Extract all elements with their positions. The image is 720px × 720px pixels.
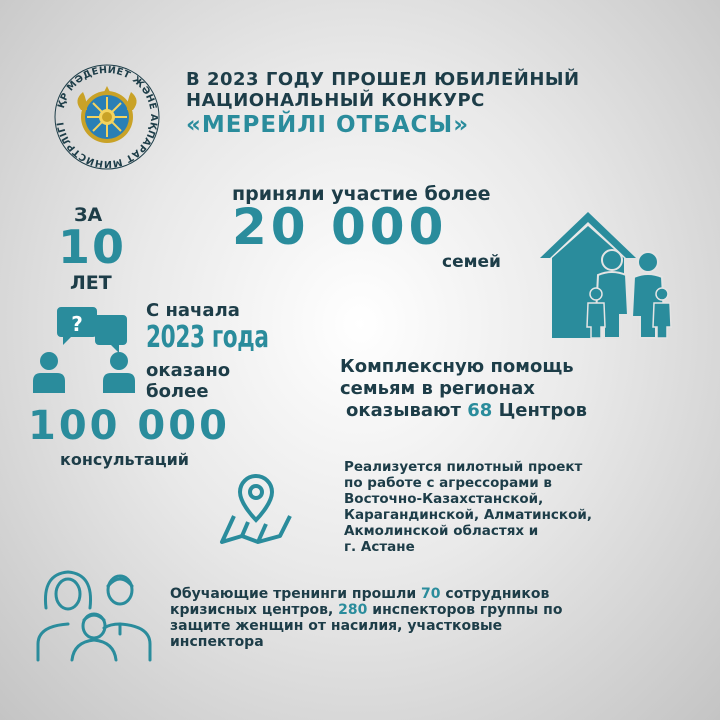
consultations-line-3: оказано <box>146 360 231 381</box>
trainings-l2-suffix: инспекторов группы по <box>372 602 563 618</box>
decade-number: 10 <box>58 220 127 274</box>
participation-number: 20 000 <box>232 198 448 256</box>
consultations-line-1: С начала <box>146 300 240 321</box>
consultations-unit: консультаций <box>60 450 190 469</box>
pilot-text <box>344 459 592 555</box>
ministry-emblem <box>52 62 162 172</box>
header-line-2: НАЦИОНАЛЬНЫЙ КОНКУРС <box>186 90 485 111</box>
centers-line-1: Комплексную помощь <box>340 356 574 377</box>
trainings-line-4: инспектора <box>170 634 264 650</box>
pilot-line-2: по работе с агрессорами в <box>344 475 552 491</box>
decade-let: ЛЕТ <box>70 272 112 294</box>
trainings-l1-suffix: сотрудников <box>445 586 550 602</box>
header-title <box>186 69 580 139</box>
trainings-l2-prefix: кризисных центров, <box>170 602 334 618</box>
centers-count: 68 <box>467 400 493 421</box>
emblem-ring-text: ҚР МӘДЕНИЕТ ЖӘНЕ АҚПАРАТ МИНИСТРЛІГІ <box>55 64 160 170</box>
participation-unit: семей <box>442 252 501 272</box>
trainings-l1-num: 70 <box>421 586 441 602</box>
trainings-line-1 <box>170 586 562 602</box>
consultation-people-icon <box>33 305 138 395</box>
header-line-1: В 2023 ГОДУ ПРОШЕЛ ЮБИЛЕЙНЫЙ <box>186 69 580 90</box>
centers-line-3 <box>340 400 587 422</box>
pilot-line-5: Акмолинской областях и <box>344 523 539 539</box>
consultations-year: 2023 года <box>146 320 269 355</box>
family-outline-icon <box>34 568 154 663</box>
participation-label: приняли участие более <box>232 183 491 205</box>
state-emblem-icon <box>52 62 162 172</box>
pilot-line-3: Восточно-Казахстанской, <box>344 491 544 507</box>
svg-text:?: ? <box>71 312 83 336</box>
decade-za: ЗА <box>74 204 103 226</box>
pilot-line-4: Карагандинской, Алматинской, <box>344 507 592 523</box>
header-line-3: «МЕРЕЙЛІ ОТБАСЫ» <box>186 112 470 138</box>
house-family-icon <box>538 210 678 340</box>
centers-prefix: оказывают <box>346 400 461 421</box>
centers-suffix: Центров <box>498 400 587 421</box>
consultations-number: 100 000 <box>28 403 230 449</box>
pilot-line-1: Реализуется пилотный проект <box>344 459 583 475</box>
trainings-line-2 <box>170 602 562 618</box>
trainings-l2-num: 280 <box>338 602 368 618</box>
centers-text <box>340 356 587 422</box>
trainings-line-3: защите женщин от насилия, участковые <box>170 618 503 634</box>
pilot-line-6: г. Астане <box>344 539 415 555</box>
consultations-line-4: более <box>146 381 209 402</box>
trainings-l1-prefix: Обучающие тренинги прошли <box>170 586 417 602</box>
centers-line-2: семьям в регионах <box>340 378 535 399</box>
trainings-text <box>170 586 562 650</box>
map-pin-icon <box>216 470 296 550</box>
